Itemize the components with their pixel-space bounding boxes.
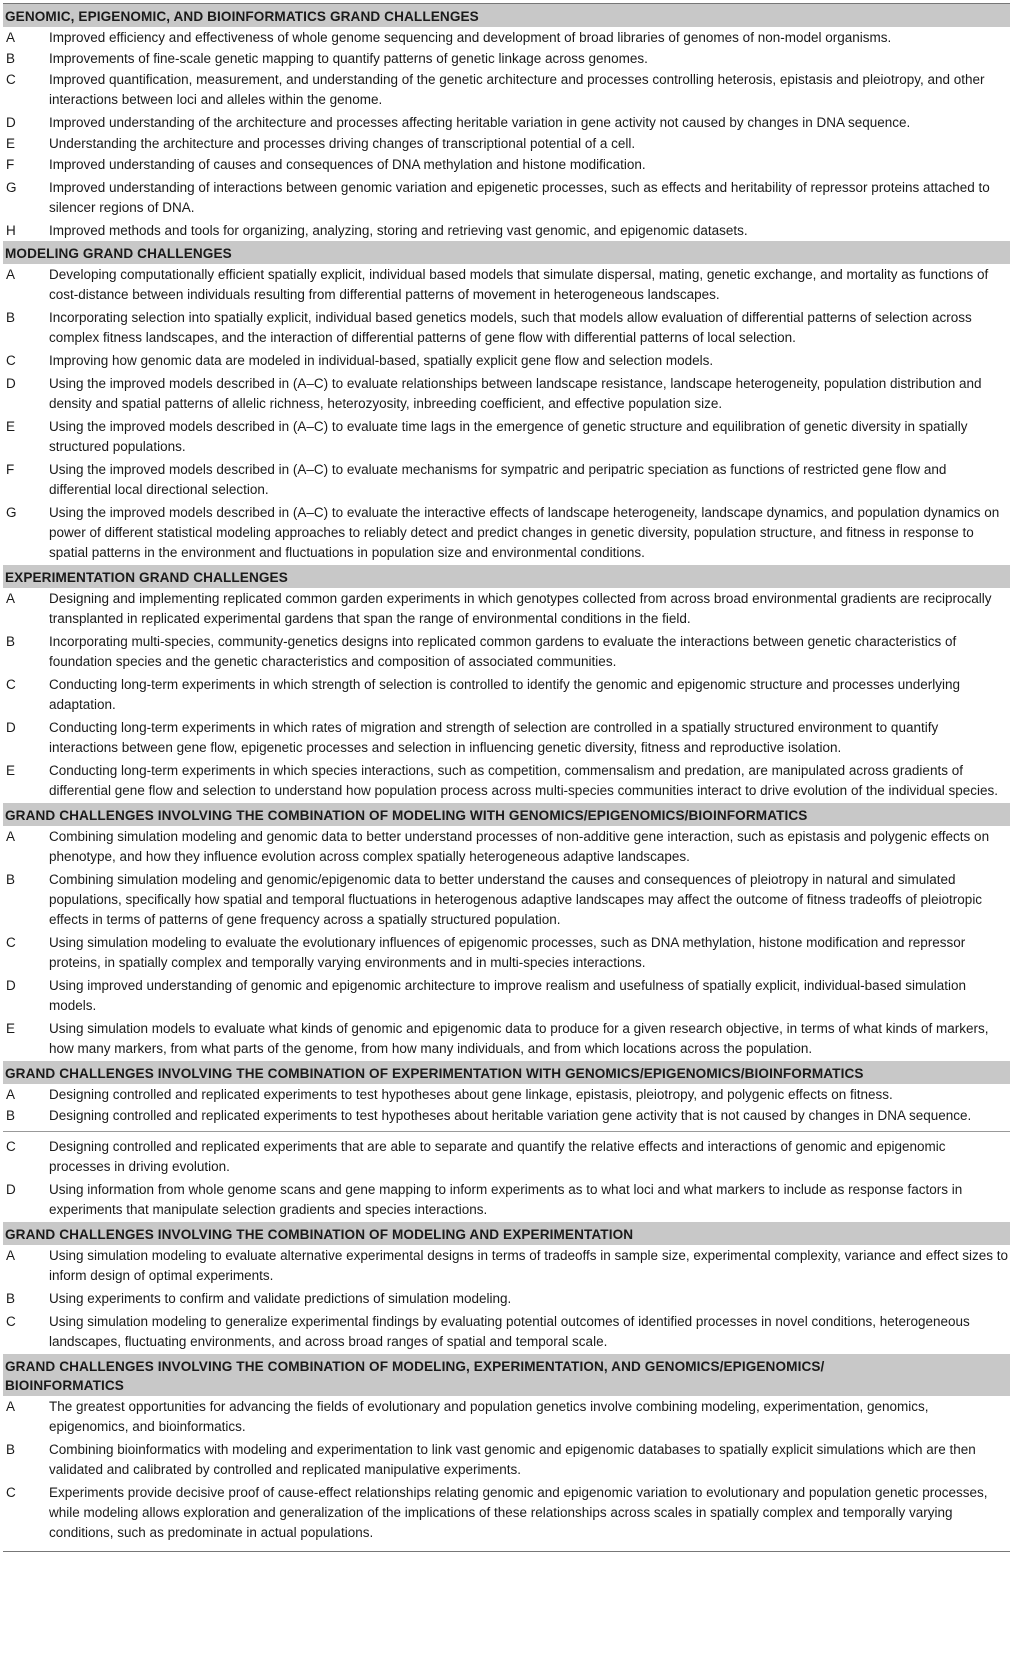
item-letter: D xyxy=(6,978,16,993)
item-letter: A xyxy=(6,267,16,282)
item-text: Using the improved models described in (A–C) to evaluate relationships between landscape resistance, landscape heterogeneity, population distribution and density and spatial patterns of allelic richness, heterozyosity, inbreeding coefficient, and effective population size. xyxy=(49,376,982,411)
list-item xyxy=(3,133,1010,154)
item-letter: D xyxy=(6,376,16,391)
item-letter: D xyxy=(6,115,16,130)
item-text: Improved understanding of the architecture and processes affecting heritable variation in gene activity not caused by changes in DNA sequence. xyxy=(49,115,911,130)
list-item xyxy=(3,27,1010,48)
section-modeling xyxy=(3,241,1010,565)
list-item xyxy=(3,1179,1010,1222)
list-item xyxy=(3,459,1010,502)
item-letter: E xyxy=(6,136,16,151)
list-item xyxy=(3,1288,1010,1311)
section-header: EXPERIMENTATION GRAND CHALLENGES xyxy=(3,565,1010,588)
section-modeling-genomics xyxy=(3,803,1010,1061)
section-header: GRAND CHALLENGES INVOLVING THE COMBINATION OF MODELING, EXPERIMENTATION, AND GENOMICS/EPIGENOMICS/ BIOINFORMATICS xyxy=(3,1354,1010,1396)
item-text: Conducting long-term experiments in which species interactions, such as competition, commensalism and predation, are manipulated across gradients of differential gene flow and selection to understand how population process across multi-species communities interact to drive evolution of the individual species. xyxy=(49,763,999,798)
list-item xyxy=(3,373,1010,416)
item-letter: C xyxy=(6,72,16,87)
list-item xyxy=(3,588,1010,631)
item-letter: C xyxy=(6,1485,16,1500)
list-item xyxy=(3,1396,1010,1439)
item-letter: F xyxy=(6,462,15,477)
section-all-combined xyxy=(3,1354,1010,1545)
list-item xyxy=(3,416,1010,459)
item-letter: F xyxy=(6,157,15,172)
item-text: Improvements of fine-scale genetic mapping to quantify patterns of genetic linkage across genomes. xyxy=(49,51,648,66)
item-text: Experiments provide decisive proof of cause-effect relationships relating genomic and epigenomic variation to evolutionary and population genetic processes, while modeling allows exploration and generalization of the implications of these relationships across scales in spatially complex and temporally varying conditions, such as predominate in actual populations. xyxy=(49,1485,988,1540)
list-item xyxy=(3,869,1010,932)
item-text: Using the improved models described in (A–C) to evaluate mechanisms for sympatric and peripatric speciation as functions of restricted gene flow and differential local directional selection. xyxy=(49,462,947,497)
list-item xyxy=(3,1245,1010,1288)
list-item xyxy=(3,1018,1010,1061)
item-letter: B xyxy=(6,1108,16,1123)
item-text: Conducting long-term experiments in which rates of migration and strength of selection are controlled in a spatially structured environment to quantify interactions between gene flow, epigenetic processes and selection in influencing genetic diversity, fitness and reproductive isolation. xyxy=(49,720,939,755)
item-text: Using simulation modeling to evaluate alternative experimental designs in terms of tradeoffs in sample size, experimental complexity, variance and effect sizes to inform design of optimal experiments. xyxy=(49,1248,1008,1283)
item-text: Using simulation modeling to evaluate the evolutionary influences of epigenomic processes, such as DNA methylation, histone modification and repressor proteins, in spatially complex and temporally varying environments and in multi-species interactions. xyxy=(49,935,966,970)
item-letter: D xyxy=(6,720,16,735)
item-text: Combining simulation modeling and genomic data to better understand processes of non-additive gene interaction, such as epistasis and polygenic effects on phenotype, and how they influence evolution across complex spatially heterogeneous adaptive landscapes. xyxy=(49,829,990,864)
list-item xyxy=(3,1482,1010,1545)
item-letter: A xyxy=(6,1087,16,1102)
item-text: Improved methods and tools for organizing, analyzing, storing and retrieving vast genomic, and epigenomic datasets. xyxy=(49,223,748,238)
list-item xyxy=(3,932,1010,975)
item-letter: A xyxy=(6,30,16,45)
item-text: Designing controlled and replicated experiments to test hypotheses about gene linkage, epistasis, pleiotropy, and polygenic effects on fitness. xyxy=(49,1087,893,1102)
item-text: Using the improved models described in (A–C) to evaluate time lags in the emergence of genetic structure and equilibration of genetic diversity in spatially structured populations. xyxy=(49,419,968,454)
list-item xyxy=(3,502,1010,565)
item-text: Improved understanding of causes and consequences of DNA methylation and histone modification. xyxy=(49,157,646,172)
list-item xyxy=(3,154,1010,177)
item-text: Using improved understanding of genomic and epigenomic architecture to improve realism and usefulness of spatially explicit, individual-based simulation models. xyxy=(49,978,966,1013)
list-item xyxy=(3,1136,1010,1179)
section-header: MODELING GRAND CHALLENGES xyxy=(3,241,1010,264)
table-bottom-rule xyxy=(3,1551,1010,1552)
item-letter: H xyxy=(6,223,16,238)
list-item xyxy=(3,1084,1010,1105)
list-item xyxy=(3,975,1010,1018)
item-letter: C xyxy=(6,1314,16,1329)
item-text: Incorporating selection into spatially explicit, individual based genetics models, such that models allow evaluation of differential patterns of selection across complex fitness landscapes, and the interaction of differential patterns of gene flow with differential patterns of local selection. xyxy=(49,310,972,345)
section-experimentation xyxy=(3,565,1010,803)
list-item xyxy=(3,631,1010,674)
item-letter: E xyxy=(6,419,16,434)
item-text: Combining simulation modeling and genomic/epigenomic data to better understand the causes and consequences of pleiotropy in natural and simulated populations, specifically how spatial and temporal fluctuations in heterogenous adaptive landscapes may affect the outcome of fitness tradeoffs of pleiotropic effects in terms of patterns of gene frequency across a spatially structured population. xyxy=(49,872,983,927)
item-letter: G xyxy=(6,180,17,195)
section-header: GRAND CHALLENGES INVOLVING THE COMBINATION OF MODELING WITH GENOMICS/EPIGENOMICS/BIOINFORMATICS xyxy=(3,803,1010,826)
item-text: Incorporating multi-species, community-genetics designs into replicated common gardens to evaluate the interactions between genetic characteristics of foundation species and the genetic characteristics and composition of associated communities. xyxy=(49,634,957,669)
list-item xyxy=(3,1439,1010,1482)
list-item xyxy=(3,48,1010,69)
item-letter: E xyxy=(6,1021,16,1036)
list-item xyxy=(3,264,1010,307)
list-item xyxy=(3,307,1010,350)
section-modeling-experimentation xyxy=(3,1222,1010,1354)
item-letter: C xyxy=(6,677,16,692)
item-letter: B xyxy=(6,634,16,649)
item-text: Designing and implementing replicated common garden experiments in which genotypes collected from across broad environmental gradients are reciprocally transplanted in replicated experimental gardens that span the range of environmental conditions in the field. xyxy=(49,591,992,626)
list-item xyxy=(3,1311,1010,1354)
list-item xyxy=(3,69,1010,112)
list-item xyxy=(3,717,1010,760)
item-text: Combining bioinformatics with modeling and experimentation to link vast genomic and epigenomic databases to spatially explicit simulations which are then validated and calibrated by controlled and replicated manipulative experiments. xyxy=(49,1442,976,1477)
grand-challenges-table xyxy=(3,3,1010,1552)
item-letter: G xyxy=(6,505,17,520)
item-letter: C xyxy=(6,353,16,368)
item-text: Using information from whole genome scans and gene mapping to inform experiments as to what loci and what markers to include as response factors in experiments that manipulate selection gradients and species interactions. xyxy=(49,1182,963,1217)
item-text: Using simulation models to evaluate what kinds of genomic and epigenomic data to produce for a given research objective, in terms of what kinds of markers, how many markers, from what parts of the genome, from how many individuals, and from which locations across the population. xyxy=(49,1021,989,1056)
list-item xyxy=(3,826,1010,869)
item-letter: C xyxy=(6,1139,16,1154)
item-text: Using experiments to confirm and validate predictions of simulation modeling. xyxy=(49,1291,512,1306)
item-text: Designing controlled and replicated experiments that are able to separate and quantify the relative effects and interactions of genomic and epigenomic processes in driving evolution. xyxy=(49,1139,946,1174)
item-letter: B xyxy=(6,1291,16,1306)
item-text: Improved understanding of interactions between genomic variation and epigenetic processes, such as effects and heritability of repressor proteins attached to silencer regions of DNA. xyxy=(49,180,990,215)
item-letter: A xyxy=(6,1399,16,1414)
item-text: Developing computationally efficient spatially explicit, individual based models that simulate dispersal, mating, genetic exchange, and mortality as functions of cost-distance between individuals resulting from differential patterns of movement in heterogeneous landscapes. xyxy=(49,267,989,302)
list-item xyxy=(3,112,1010,133)
item-letter: B xyxy=(6,1442,16,1457)
item-text: Conducting long-term experiments in which strength of selection is controlled to identify the genomic and epigenomic structure and processes underlying adaptation. xyxy=(49,677,960,712)
item-letter: E xyxy=(6,763,16,778)
item-text: Improved quantification, measurement, and understanding of the genetic architecture and processes controlling heterosis, epistasis and pleiotropy, and other interactions between loci and alleles within the genome. xyxy=(49,72,985,107)
section-header: GENOMIC, EPIGENOMIC, AND BIOINFORMATICS GRAND CHALLENGES xyxy=(3,4,1010,27)
item-text: The greatest opportunities for advancing the fields of evolutionary and population genetics involve combining modeling, experimentation, genomics, epigenomics, and bioinformatics. xyxy=(49,1399,929,1434)
item-letter: A xyxy=(6,1248,16,1263)
item-text: Improved efficiency and effectiveness of whole genome sequencing and development of broad libraries of genomes of non-model organisms. xyxy=(49,30,892,45)
item-letter: B xyxy=(6,51,16,66)
item-text: Using the improved models described in (A–C) to evaluate the interactive effects of landscape heterogeneity, landscape dynamics, and population dynamics on power of different statistical modeling approaches to reliably detect and predict changes in genetic diversity, population structure, and fitness in response to spatial patterns in the environment and fluctuations in population size and environmental conditions. xyxy=(49,505,1000,560)
section-experimentation-genomics xyxy=(3,1061,1010,1222)
item-text: Designing controlled and replicated experiments to test hypotheses about heritable variation gene activity that is not caused by changes in DNA sequence. xyxy=(49,1108,972,1123)
list-item xyxy=(3,760,1010,803)
section-genomic xyxy=(3,4,1010,241)
item-letter: B xyxy=(6,872,16,887)
item-letter: B xyxy=(6,310,16,325)
list-item xyxy=(3,674,1010,717)
page-break-divider xyxy=(3,1131,1010,1132)
item-letter: C xyxy=(6,935,16,950)
list-item xyxy=(3,220,1010,241)
list-item xyxy=(3,350,1010,373)
section-header: GRAND CHALLENGES INVOLVING THE COMBINATION OF EXPERIMENTATION WITH GENOMICS/EPIGENOMICS/BIOINFORMATICS xyxy=(3,1061,1010,1084)
list-item xyxy=(3,1105,1010,1128)
item-letter: A xyxy=(6,829,16,844)
item-text: Using simulation modeling to generalize experimental findings by evaluating potential outcomes of identified processes in novel conditions, heterogeneous landscapes, fluctuating environments, and across broad ranges of spatial and temporal scale. xyxy=(49,1314,970,1349)
list-item xyxy=(3,177,1010,220)
item-text: Understanding the architecture and processes driving changes of transcriptional potential of a cell. xyxy=(49,136,636,151)
item-text: Improving how genomic data are modeled in individual-based, spatially explicit gene flow and selection models. xyxy=(49,353,714,368)
item-letter: A xyxy=(6,591,16,606)
section-header: GRAND CHALLENGES INVOLVING THE COMBINATION OF MODELING AND EXPERIMENTATION xyxy=(3,1222,1010,1245)
item-letter: D xyxy=(6,1182,16,1197)
